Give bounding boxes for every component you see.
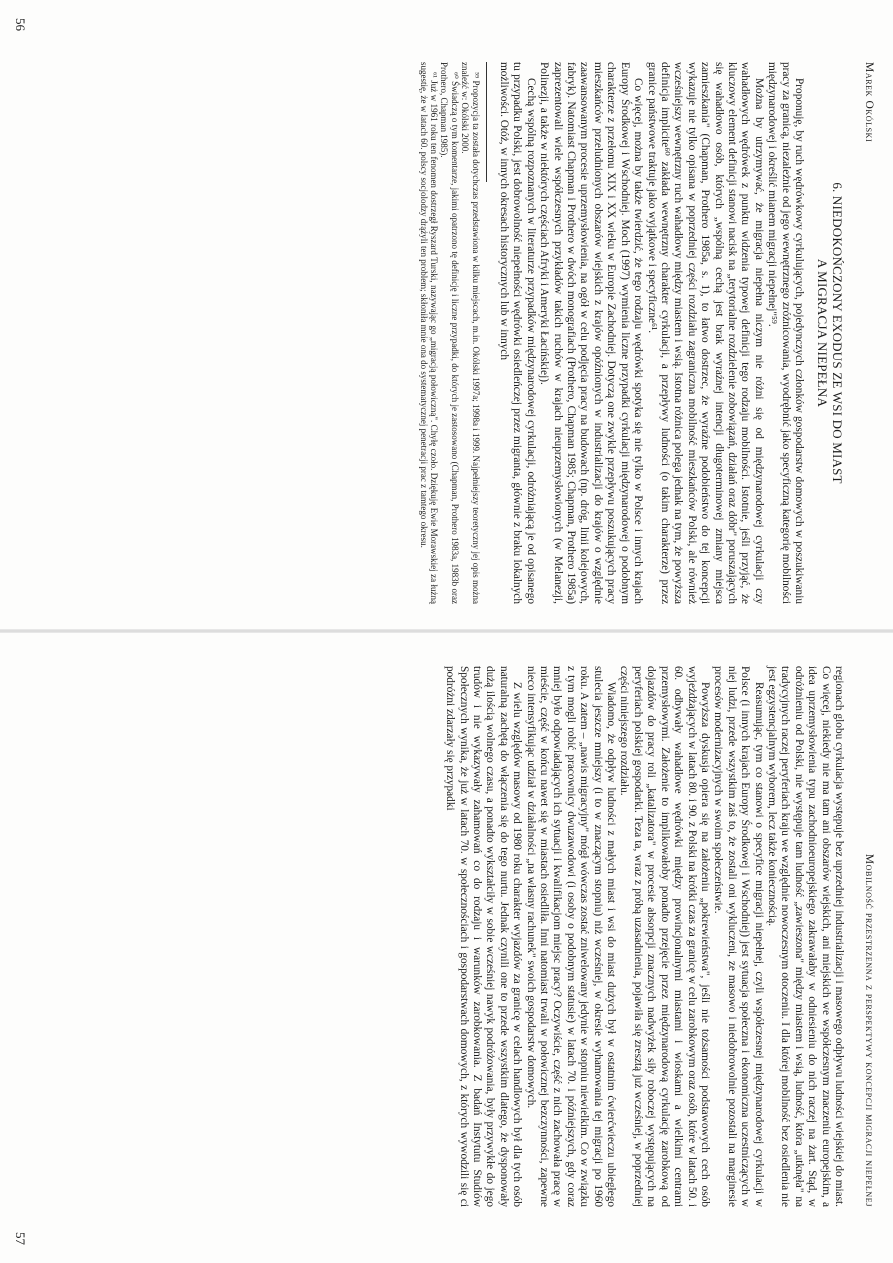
paragraph: Można by utrzymywać, że migracja niepełna niczym nie różni się od międzynarodowej cyrkulacji czy wahadłowych wędrówek z punktu widzenia typowej definicji tego rodzaju mobilności. Istotnie, jeśli przyjąć, że kluczowy element definicji stanowi nacisk na „terytorialne rozdzielenie zobowiązań, działań oraz dóbr" poruszających się wahadłowo osób, których „wspólną cechą jest brak wyraźnej intencji długoterminowej zmiany miejsca zamieszkania" (Chapman, Prothero 1985a, s. 1), to łatwo dostrzec, że wyraźne podobieństwo do tej koncepcji wykazuje nie tylko opisana w poprzedniej części rozdziału zagraniczna mobilność mieszkańców Polski, ale również wcześniejszy wewnętrzny ruch wahadłowy między miastem i wsią. Istotna różnica polega jednak na tym, że powyższa definicja implicite⁶⁰ zakłada wewnętrzny charakter cyrkulacji, a przepływy ludności (o takim charakterze) przez granice państwowe traktuje jako wyjątkowe i specyficzne⁶¹. (645, 62, 765, 604)
right-page (0, 632, 893, 1263)
paragraph: Wiadomo, że odpływ ludności z małych miast i wsi do miast dużych był w ostatnim ćwierćwieczu ubiegłego stulecia jeszcze mniejszy (i to w znaczącym stopniu) niż wcześniej, w okresie wyhamowania tej migracji po 1960 roku. A zatem – „nawis migracyjny" mógł wówczas zostać zniwelowany jedynie w stopniu niewielkim. Co w związku z tym mogli robić pracownicy dwuzawodowi (i osoby o podobnym statusie) w latach 70. i późniejszych, gdy coraz mniej było odpowiadających ich sytuacji i kwalifikacjom miejsc pracy? Oczywiście, część z nich zachowała pracę w mieście, część w końcu nawet się w miastach osiedliła. Inni natomiast trwali w połowicznej bezczynności, zapewne nieco intensyfikując udział w działalności „na własny rachunek" swoich gospodarstw domowych. (524, 666, 618, 1207)
paragraph: Powyższa dyskusja opiera się na założeniu „pokrewieństwa", jeśli nie tożsamości podstawowych cech osób wyjeżdżających w latach 80. i 90. z Polski na krótki czas za granicę w celu zarobkowym oraz osób, które w latach 50. i 60. odbywały wahadłowe wędrówki między prowincjonalnymi miastami i wioskami a wielkimi centrami przemysłowymi. Założenie to implikowałoby ponadto przejęcie przez międzynarodową cyrkulację zarobkową od dojazdów do pracy roli „katalizatora" w procesie absorpcji znacznych nadwyżek siły roboczej występujących na peryferiach polskiej gospodarki. Teza ta, wraz z próbą uzasadnienia, pojawiła się zresztą już wcześniej, w poprzedniej części niniejszego rozdziału. (618, 666, 711, 1207)
footnote: ⁶⁰ Świadczą o tym komentarze, jakimi opatrzono tę definicję i liczne przypadki, do których je zastosowano (Chapman, Prothero 1983a, 1983b oraz Prothero, Chapman 1985). (439, 62, 460, 604)
footnote-divider (486, 62, 487, 182)
paragraph: Proponuję, by ruch wędrówkowy cyrkulujących, pojedynczych członków gospodarstw domowych w poszukiwaniu pracy za granicą, niezależnie od jego wewnętrznego zróżnicowania, wyodrębnić jako specyficzną kategorię mobilności międzynarodowej i określić mianem migracji niepełnej"⁵⁹. (766, 62, 805, 604)
page-number-left: 56 (13, 18, 28, 31)
section-subtitle: A MIGRACJA NIEPEŁNA (815, 258, 830, 408)
right-body-text (443, 666, 845, 1207)
section-title: 6. NIEDOKOŃCZONY EXODUS ZE WSI DO MIAST (830, 182, 845, 484)
page-number-right: 57 (13, 1232, 28, 1245)
footnote: ⁶¹ Już w 1961 roku ten fenomen dostrzegł Ryszard Turski, nazywając go „migracją połowiczną". Chyłę czoło. Dziękuję Ewie Morawskiej za łużną sugestię, że w latach 60. polscy socjolodzy drążyli ten problem; skłoniła mnie ona do systematycznej penetracji prac z tamtego okresu. (418, 62, 440, 604)
paragraph: Co więcej, można by także twierdzić, że tego rodzaju wędrówki spotyka się nie tylko w Polsce i innych krajach Europy Środkowej i Wschodniej. Moch (1997) wymienia liczne przypadki cyrkulacji międzynarodowej o podobnym charakterze z przełomu XIX i XX wieku w Europie Zachodniej. Dotyczą one zwykle przepływu poszukujących pracy mieszkańców przeludnionych obszarów wiejskich z krajów opóźnionych w industrializacji do krajów o względnie zaawansowanym procesie uprzemysłowienia, na ogół w celu podjęcia pracy na budowach (np. dróg, linii kolejowych, fabryk). Natomiast Chapman i Prothero w dwóch monografiach (Prothero, Chapman 1985; Chapman, Prothero 1985a) zaprezentowali wiele współczesnych przykładów takich ruchów w krajach nieuprzemysłowionych (w Melanezji, Polinezji, a także w niektórych częściach Afryki i Ameryki Łacińskiej). (538, 62, 645, 604)
section-heading (815, 62, 845, 604)
paragraph: Z wielu względów masowy od 1980 roku charakter wyjazdów za granicę w celach handlowych był dla tych osób naturalną zachętą do włączenia się do tego nurtu. Jednak czynili one to przede wszystkim dlatego, że dysponowały dużą ilością wolnego czasu, a ponadto wykształciły w sobie wcześniej nawyk podróżowania, były przywykłe do jego trudów i nie wykazywały zahamowań co do rodzaju i warunków zarobkowania. Z badań Instytutu Studiów Społecznych wynika, że już w latach 70. w społecznościach i gospodarstwach domowych, z których wywodzili się ci podróżni zdarzały się przypadki (444, 666, 524, 1207)
paragraph: Reasumując, tym co stanowi o specyfice migracji niepełnej, czyli współczesnej międzynarodowej cyrkulacji w Polsce (i innych krajach Europy Środkowej i Wschodniej) jest sytuacja społeczna i ekonomiczna uczestniczących w niej ludzi, przede wszystkim zaś to, że zostali oni wykluczeni, ze masowo i niedobrowolnie pozostali na marginesie procesów modernizacyjnych w swoim społeczeństwie. (712, 666, 765, 1207)
running-head-author: Marek Okólski (863, 62, 875, 143)
footnotes (418, 62, 480, 604)
footnote: ⁵⁹ Propozycja ta została dotychczas przedstawiona w kilku miejscach, m.in. Okólski 1997a; 1998a i 1999. Najpełniejszy teoretyczny jej opis można znaleźć w: Okólski 2000. (460, 62, 481, 604)
paragraph: Cechą wspólną rozpoznanych w literaturze przypadków międzynarodowej cyrkulacji, odróżniającą je od opisanego tu przypadku Polski, jest dobrowolność niepełności wędrówki osiedleńczej przez migranta, głównie z braku lokalnych możliwości. Otóż, w innych okresach historycznych lub w innych (498, 62, 537, 604)
running-head-title: Mobilność przestrzenna z perspektywy koncepcji migracji niepełnej (863, 853, 875, 1207)
paragraph: regionach globu cyrkulacja występuje bez uprzedniej industrializacji i masowego odpływu ludności wiejskiej do miast. Co więcej, niekiedy nie ma tam ani obszarów wiejskich, ani miejskich we współczesnym znaczeniu europejskim, a idea uprzemysłowienia typu zachodnioeuropejskiego zakrawałaby w odniesieniu do nich raczej na żart. Stąd, w odróżnieniu od Polski, nie występuje tam ludność „zawieszona" między miastem i wsią, ludność, która „utknęła" na tradycyjnych raczej peryferiach kraju we względnie nowoczesnym otoczeniu. I dla której mobilność bez osiedlenia nie jest egzystencjalnym wyborem, lecz także koniecznością. (765, 666, 845, 1207)
left-body-text (497, 62, 805, 604)
